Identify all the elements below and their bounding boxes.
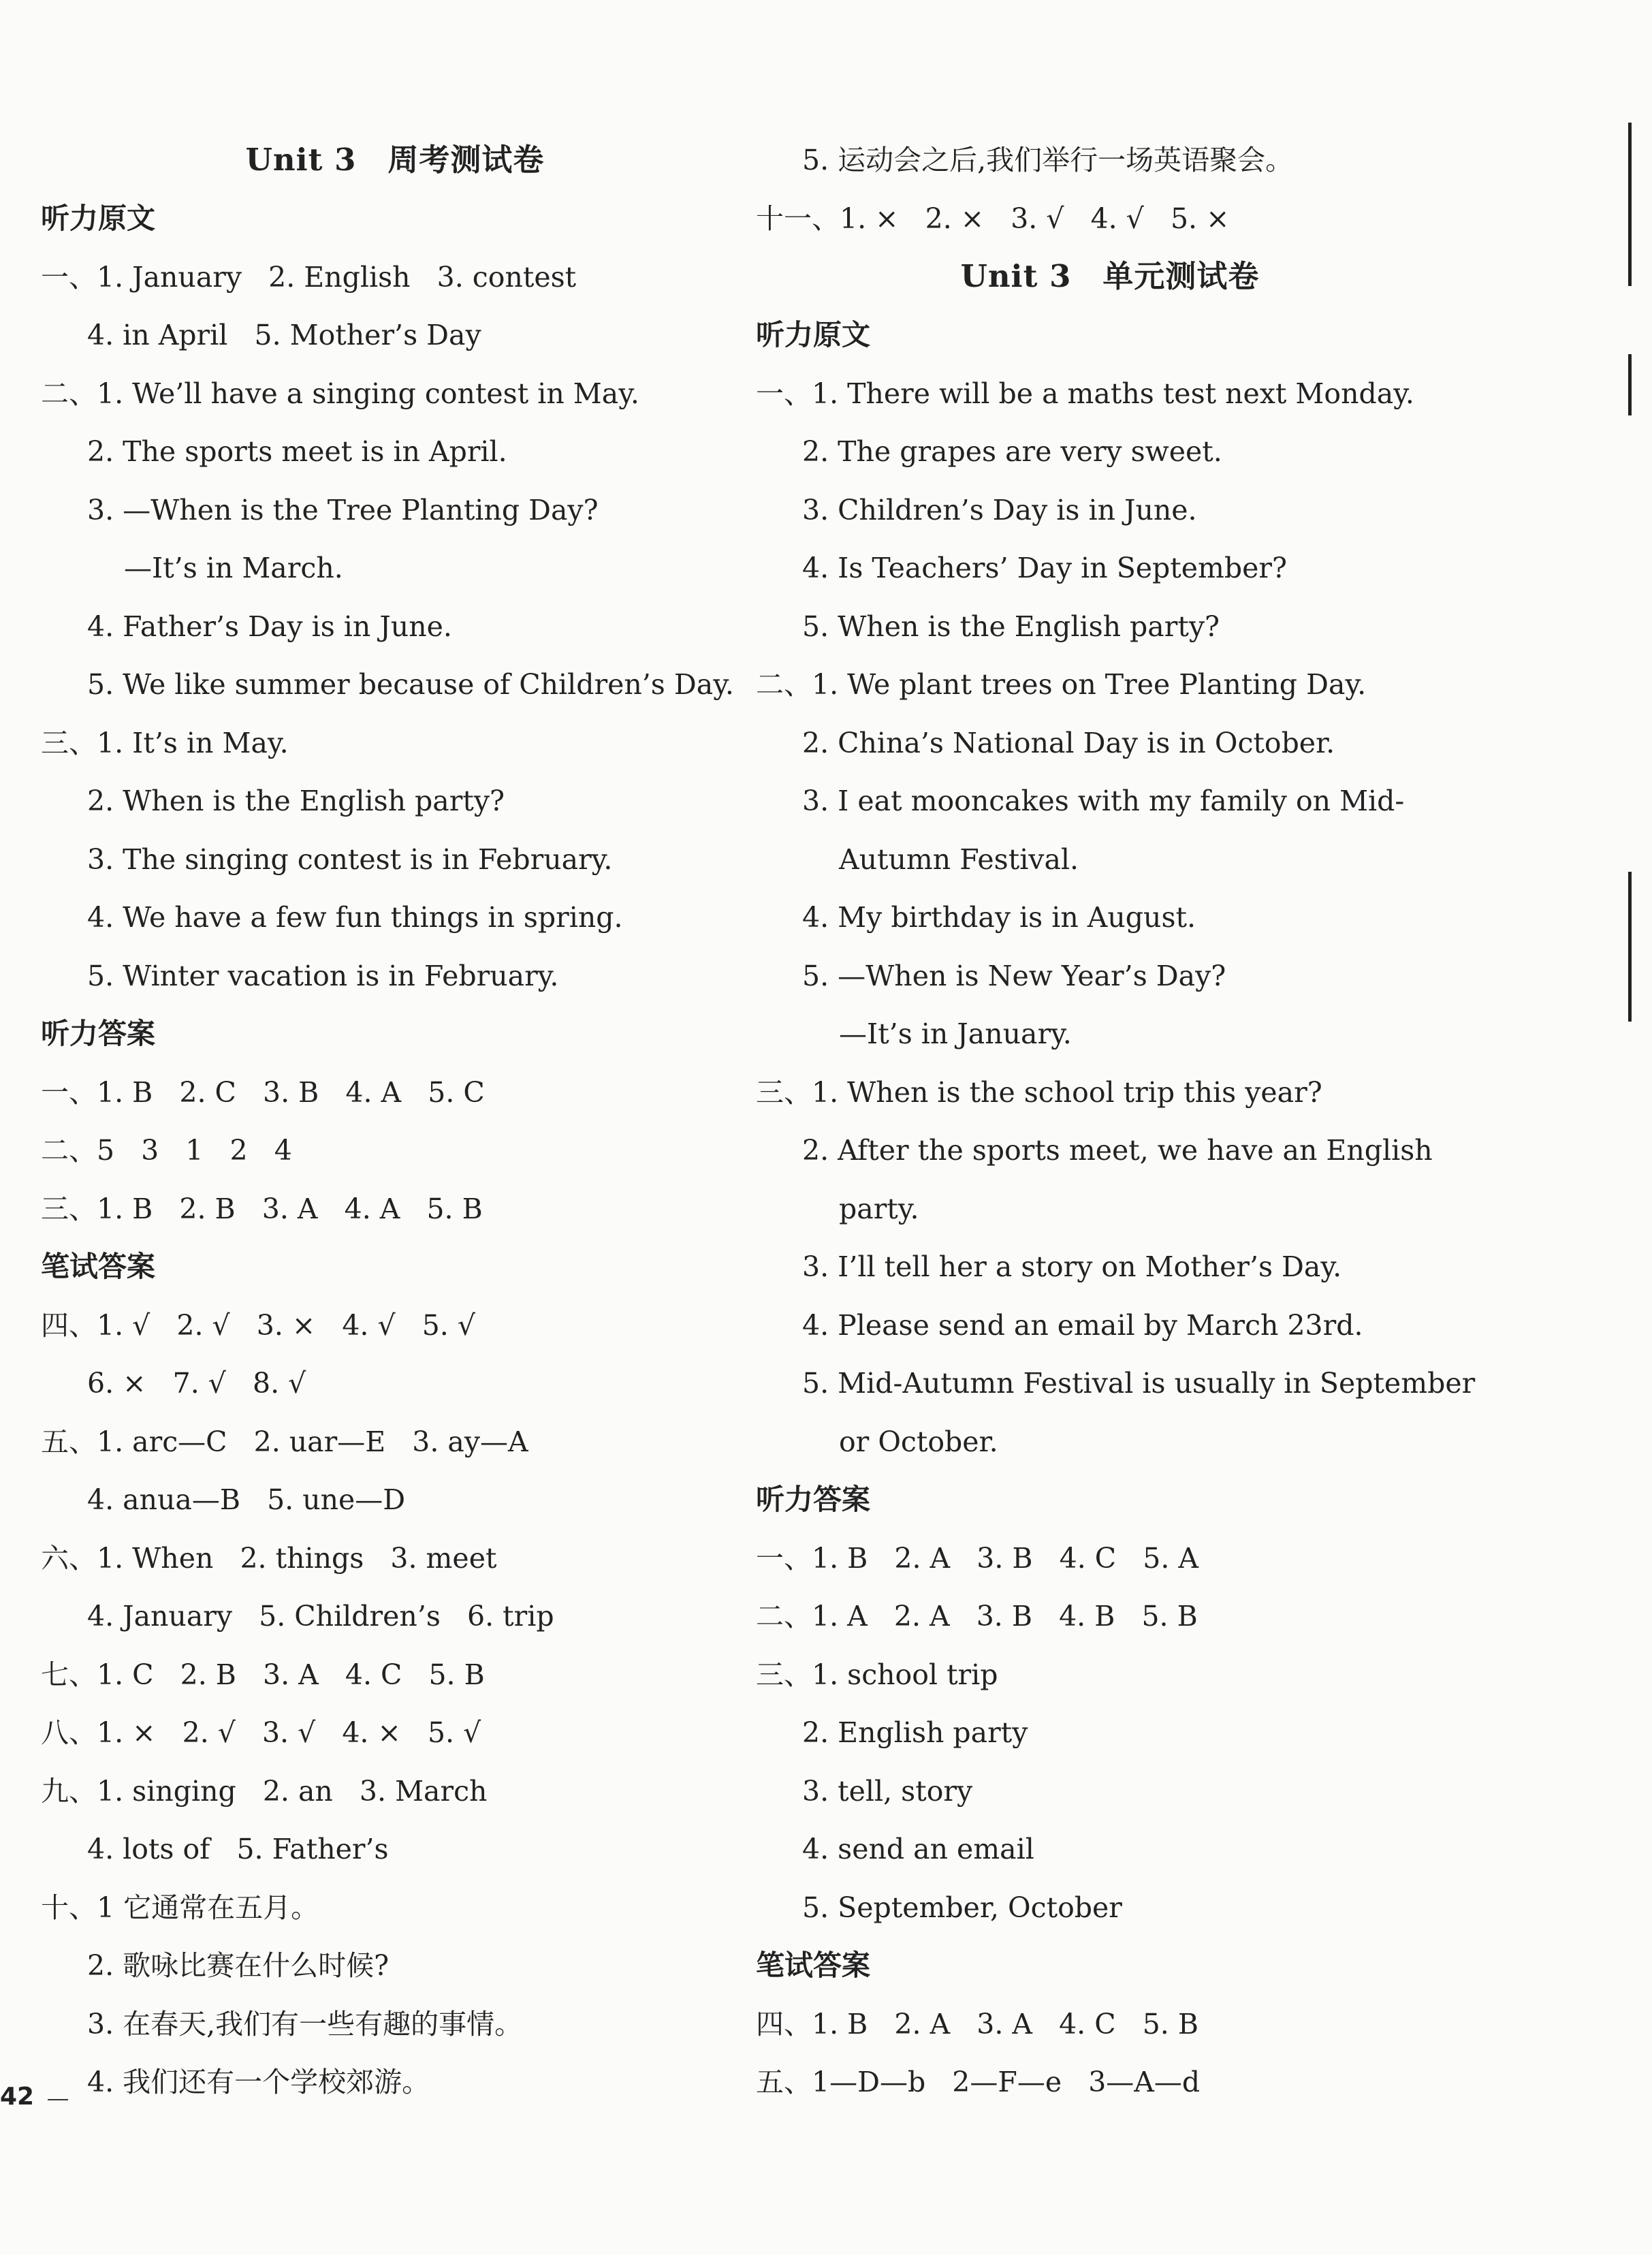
answer-line: 三、1. It’s in May. bbox=[41, 726, 289, 759]
answer-line: 5. Winter vacation is in February. bbox=[87, 959, 559, 992]
answer-line: 二、1. We’ll have a singing contest in May. bbox=[41, 377, 639, 410]
unit-test-title: Unit 3 单元测试卷 bbox=[960, 258, 1260, 294]
answer-line: 3. —When is the Tree Planting Day? bbox=[87, 493, 599, 526]
answer-line: or October. bbox=[839, 1425, 998, 1458]
scan-edge-mark bbox=[1628, 354, 1632, 415]
answer-line: 6. × 7. √ 8. √ bbox=[87, 1367, 306, 1400]
answer-line: 4. Father’s Day is in June. bbox=[87, 610, 452, 643]
answer-line: 5. When is the English party? bbox=[802, 610, 1220, 643]
answer-line: 一、1. B 2. C 3. B 4. A 5. C bbox=[41, 1075, 485, 1109]
answer-line: 3. I eat mooncakes with my family on Mid- bbox=[802, 785, 1405, 817]
answer-line: 4. in April 5. Mother’s Day bbox=[87, 319, 481, 351]
answer-line: 三、1. B 2. B 3. A 4. A 5. B bbox=[41, 1192, 483, 1225]
weekly-test-title: Unit 3 周考测试卷 bbox=[245, 142, 545, 178]
answer-line: 4. We have a few fun things in spring. bbox=[87, 901, 623, 934]
answer-line: 5. 运动会之后,我们举行一场英语聚会。 bbox=[802, 144, 1294, 176]
scan-edge-mark bbox=[1628, 123, 1632, 286]
answer-line: 十、1 它通常在五月。 bbox=[41, 1891, 319, 1924]
answer-line: 二、1. A 2. A 3. B 4. B 5. B bbox=[756, 1600, 1198, 1633]
answer-line: 一、1. There will be a maths test next Monday. bbox=[756, 377, 1414, 410]
answer-line: 十一、1. × 2. × 3. √ 4. √ 5. × bbox=[756, 202, 1230, 235]
answer-line: 2. English party bbox=[802, 1716, 1028, 1749]
page-number: 42 bbox=[0, 2083, 35, 2111]
answer-line: party. bbox=[839, 1192, 919, 1225]
answer-line: 2. The grapes are very sweet. bbox=[802, 435, 1222, 468]
section-heading: 听力答案 bbox=[41, 1017, 156, 1050]
answer-line: 一、1. January 2. English 3. contest bbox=[41, 260, 577, 294]
section-heading: 听力答案 bbox=[756, 1483, 871, 1516]
answer-line: 4. send an email bbox=[802, 1833, 1034, 1865]
answer-line: 4. Is Teachers’ Day in September? bbox=[802, 552, 1287, 584]
answer-line: 3. I’ll tell her a story on Mother’s Day. bbox=[802, 1250, 1342, 1283]
answer-line: 2. The sports meet is in April. bbox=[87, 435, 507, 468]
answer-line: 3. tell, story bbox=[802, 1774, 973, 1808]
answer-line: 4. lots of 5. Father’s bbox=[87, 1833, 389, 1865]
answer-line: 七、1. C 2. B 3. A 4. C 5. B bbox=[41, 1658, 485, 1691]
answer-line: 二、1. We plant trees on Tree Planting Day. bbox=[756, 668, 1367, 701]
answer-line: 4. January 5. Children’s 6. trip bbox=[87, 1600, 554, 1633]
section-heading: 听力原文 bbox=[41, 202, 156, 235]
answer-line: —It’s in January. bbox=[839, 1018, 1072, 1050]
answer-line: 4. Please send an email by March 23rd. bbox=[802, 1308, 1363, 1342]
answer-line: —It’s in March. bbox=[124, 552, 343, 584]
section-heading: 听力原文 bbox=[756, 318, 871, 351]
answer-line: 4. My birthday is in August. bbox=[802, 901, 1196, 934]
answer-line: 4. 我们还有一个学校郊游。 bbox=[87, 2066, 430, 2098]
answer-line: 5. Mid-Autumn Festival is usually in September bbox=[802, 1367, 1476, 1400]
answer-line: 3. 在春天,我们有一些有趣的事情。 bbox=[87, 2007, 523, 2040]
answer-line: 3. The singing contest is in February. bbox=[87, 842, 613, 876]
section-heading: 笔试答案 bbox=[756, 1949, 871, 1982]
answer-line: 五、1. arc—C 2. uar—E 3. ay—A bbox=[41, 1425, 528, 1458]
answer-line: 5. —When is New Year’s Day? bbox=[802, 959, 1226, 992]
answer-line: 2. After the sports meet, we have an English bbox=[802, 1134, 1433, 1167]
answer-line: 2. China’s National Day is in October. bbox=[802, 726, 1335, 759]
answer-line: 四、1. B 2. A 3. A 4. C 5. B bbox=[756, 2007, 1198, 2040]
answer-line: 5. We like summer because of Children’s Day. bbox=[87, 668, 734, 701]
answer-line: 三、1. When is the school trip this year? bbox=[756, 1075, 1322, 1109]
answer-line: 2. 歌咏比赛在什么时候? bbox=[87, 1949, 390, 1982]
answer-line: 九、1. singing 2. an 3. March bbox=[41, 1774, 488, 1808]
answer-line: 5. September, October bbox=[802, 1891, 1122, 1924]
answer-line: 三、1. school trip bbox=[756, 1658, 998, 1691]
answer-line: 二、5 3 1 2 4 bbox=[41, 1134, 292, 1167]
section-heading: 笔试答案 bbox=[41, 1250, 156, 1283]
answer-line: 一、1. B 2. A 3. B 4. C 5. A bbox=[756, 1541, 1198, 1575]
answer-line: 四、1. √ 2. √ 3. × 4. √ 5. √ bbox=[41, 1308, 476, 1342]
answer-line: 3. Children’s Day is in June. bbox=[802, 493, 1197, 526]
answer-line: 八、1. × 2. √ 3. √ 4. × 5. √ bbox=[41, 1716, 481, 1749]
answer-line: 五、1—D—b 2—F—e 3—A—d bbox=[756, 2066, 1201, 2098]
answer-line: 4. anua—B 5. une—D bbox=[87, 1483, 406, 1516]
answer-line: 2. When is the English party? bbox=[87, 785, 505, 817]
answer-line: 六、1. When 2. things 3. meet bbox=[41, 1541, 497, 1575]
scan-edge-mark bbox=[1628, 872, 1632, 1022]
page-number-dash bbox=[48, 2099, 68, 2100]
answer-line: Autumn Festival. bbox=[839, 842, 1079, 876]
